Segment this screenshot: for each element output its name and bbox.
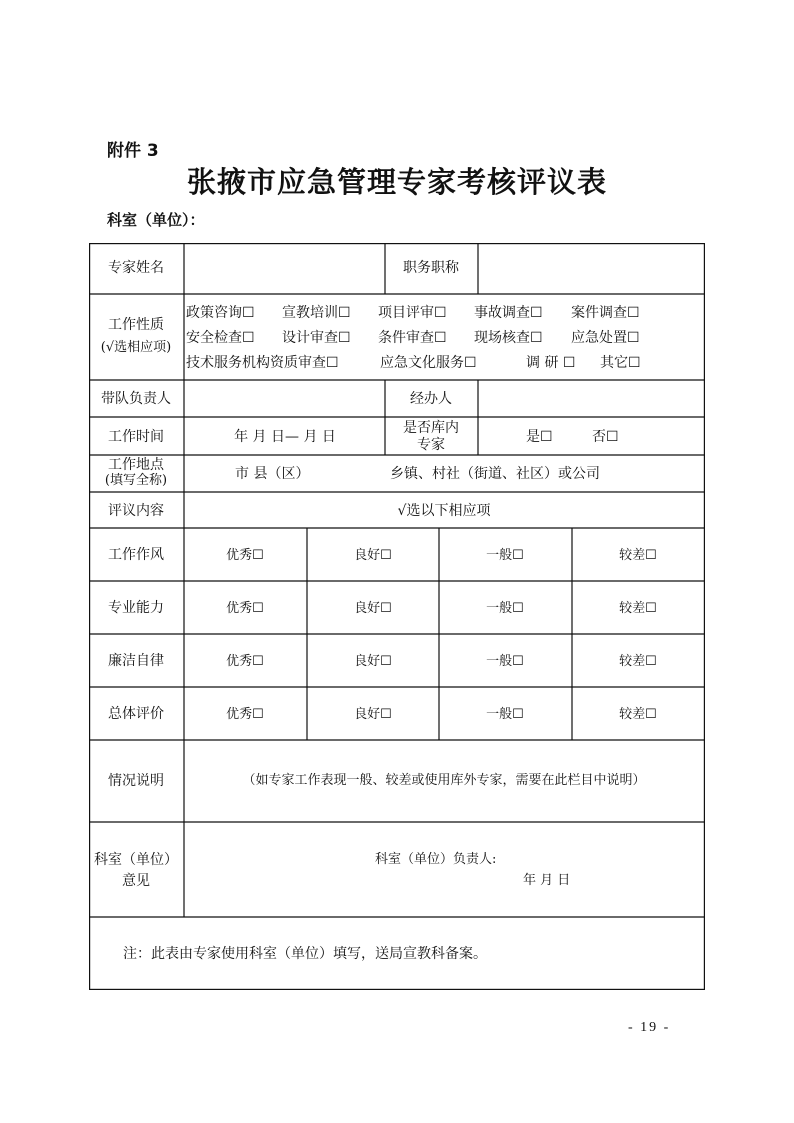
option-other[interactable]: 其它☐ [600, 355, 641, 371]
footer-note: 注：此表由专家使用科室（单位）填写，送局宣教科备案。 [123, 946, 487, 962]
rating-excellent[interactable]: 优秀☐ [226, 601, 264, 616]
situation-label: 情况说明 [108, 773, 164, 789]
location-city-county[interactable]: 市 县（区） [235, 466, 310, 482]
option-site-check[interactable]: 现场核查☐ [474, 330, 543, 346]
opinion-signature[interactable]: 科室（单位）负责人: [375, 852, 497, 867]
work-nature-label: 工作性质 [108, 317, 164, 333]
option-design-review[interactable]: 设计审查☐ [282, 330, 351, 346]
opinion-label: 科室（单位） [94, 852, 178, 868]
option-condition-review[interactable]: 条件审查☐ [378, 330, 447, 346]
rating-average[interactable]: 一般☐ [486, 707, 524, 722]
rating-good[interactable]: 良好☐ [354, 601, 392, 616]
rating-excellent[interactable]: 优秀☐ [226, 654, 264, 669]
option-education[interactable]: 宣教培训☐ [282, 305, 351, 321]
evaluation-form [89, 243, 705, 990]
yes-checkbox[interactable]: 是☐ [526, 429, 553, 445]
team-leader-label: 带队负责人 [101, 391, 171, 407]
option-safety-check[interactable]: 安全检查☐ [186, 330, 255, 346]
option-project-review[interactable]: 项目评审☐ [378, 305, 447, 321]
in-library-label: 是否库内 [403, 420, 459, 436]
rating-good[interactable]: 良好☐ [354, 654, 392, 669]
rating-good[interactable]: 良好☐ [354, 707, 392, 722]
date-range[interactable]: 年 月 日— 月 日 [234, 429, 336, 445]
opinion-date[interactable]: 年 月 日 [523, 873, 571, 888]
expert-name-label: 专家姓名 [108, 260, 164, 276]
location-label: 工作地点 [108, 457, 164, 473]
option-case[interactable]: 案件调查☐ [571, 305, 640, 321]
rating-row-label: 总体评价 [108, 706, 164, 722]
situation-hint[interactable]: （如专家工作表现一般、较差或使用库外专家，需要在此栏目中说明） [242, 773, 646, 788]
rating-average[interactable]: 一般☐ [486, 548, 524, 563]
page-number: - 19 - [628, 1020, 671, 1035]
eval-hint: √选以下相应项 [397, 503, 491, 519]
handler-label: 经办人 [410, 391, 452, 407]
in-library-label-2: 专家 [417, 437, 445, 453]
rating-good[interactable]: 良好☐ [354, 548, 392, 563]
option-emergency[interactable]: 应急处置☐ [571, 330, 640, 346]
work-time-label: 工作时间 [108, 429, 164, 445]
attachment-label: 附件 3 [107, 141, 159, 161]
job-title-label: 职务职称 [403, 260, 459, 276]
option-research[interactable]: 调 研 ☐ [526, 355, 576, 371]
rating-row-label: 廉洁自律 [108, 653, 164, 669]
opinion-label-2: 意见 [122, 873, 150, 889]
location-town-village[interactable]: 乡镇、村社（街道、社区）或公司 [390, 466, 600, 482]
rating-poor[interactable]: 较差☐ [619, 707, 657, 722]
rating-excellent[interactable]: 优秀☐ [226, 548, 264, 563]
option-tech-service[interactable]: 技术服务机构资质审查☐ [186, 355, 339, 371]
no-checkbox[interactable]: 否☐ [592, 429, 619, 445]
rating-row-label: 工作作风 [108, 547, 164, 563]
option-accident[interactable]: 事故调查☐ [474, 305, 543, 321]
department-label: 科室（单位）： [107, 211, 205, 229]
location-hint: (填写全称) [104, 473, 168, 488]
work-nature-hint: (√选相应项) [100, 340, 172, 355]
rating-excellent[interactable]: 优秀☐ [226, 707, 264, 722]
rating-poor[interactable]: 较差☐ [619, 601, 657, 616]
rating-average[interactable]: 一般☐ [486, 601, 524, 616]
rating-poor[interactable]: 较差☐ [619, 548, 657, 563]
rating-poor[interactable]: 较差☐ [619, 654, 657, 669]
rating-average[interactable]: 一般☐ [486, 654, 524, 669]
option-policy[interactable]: 政策咨询☐ [186, 305, 255, 321]
eval-content-label: 评议内容 [108, 503, 164, 519]
page-title: 张掖市应急管理专家考核评议表 [186, 165, 607, 199]
rating-row-label: 专业能力 [108, 600, 164, 616]
option-culture[interactable]: 应急文化服务☐ [380, 355, 477, 371]
